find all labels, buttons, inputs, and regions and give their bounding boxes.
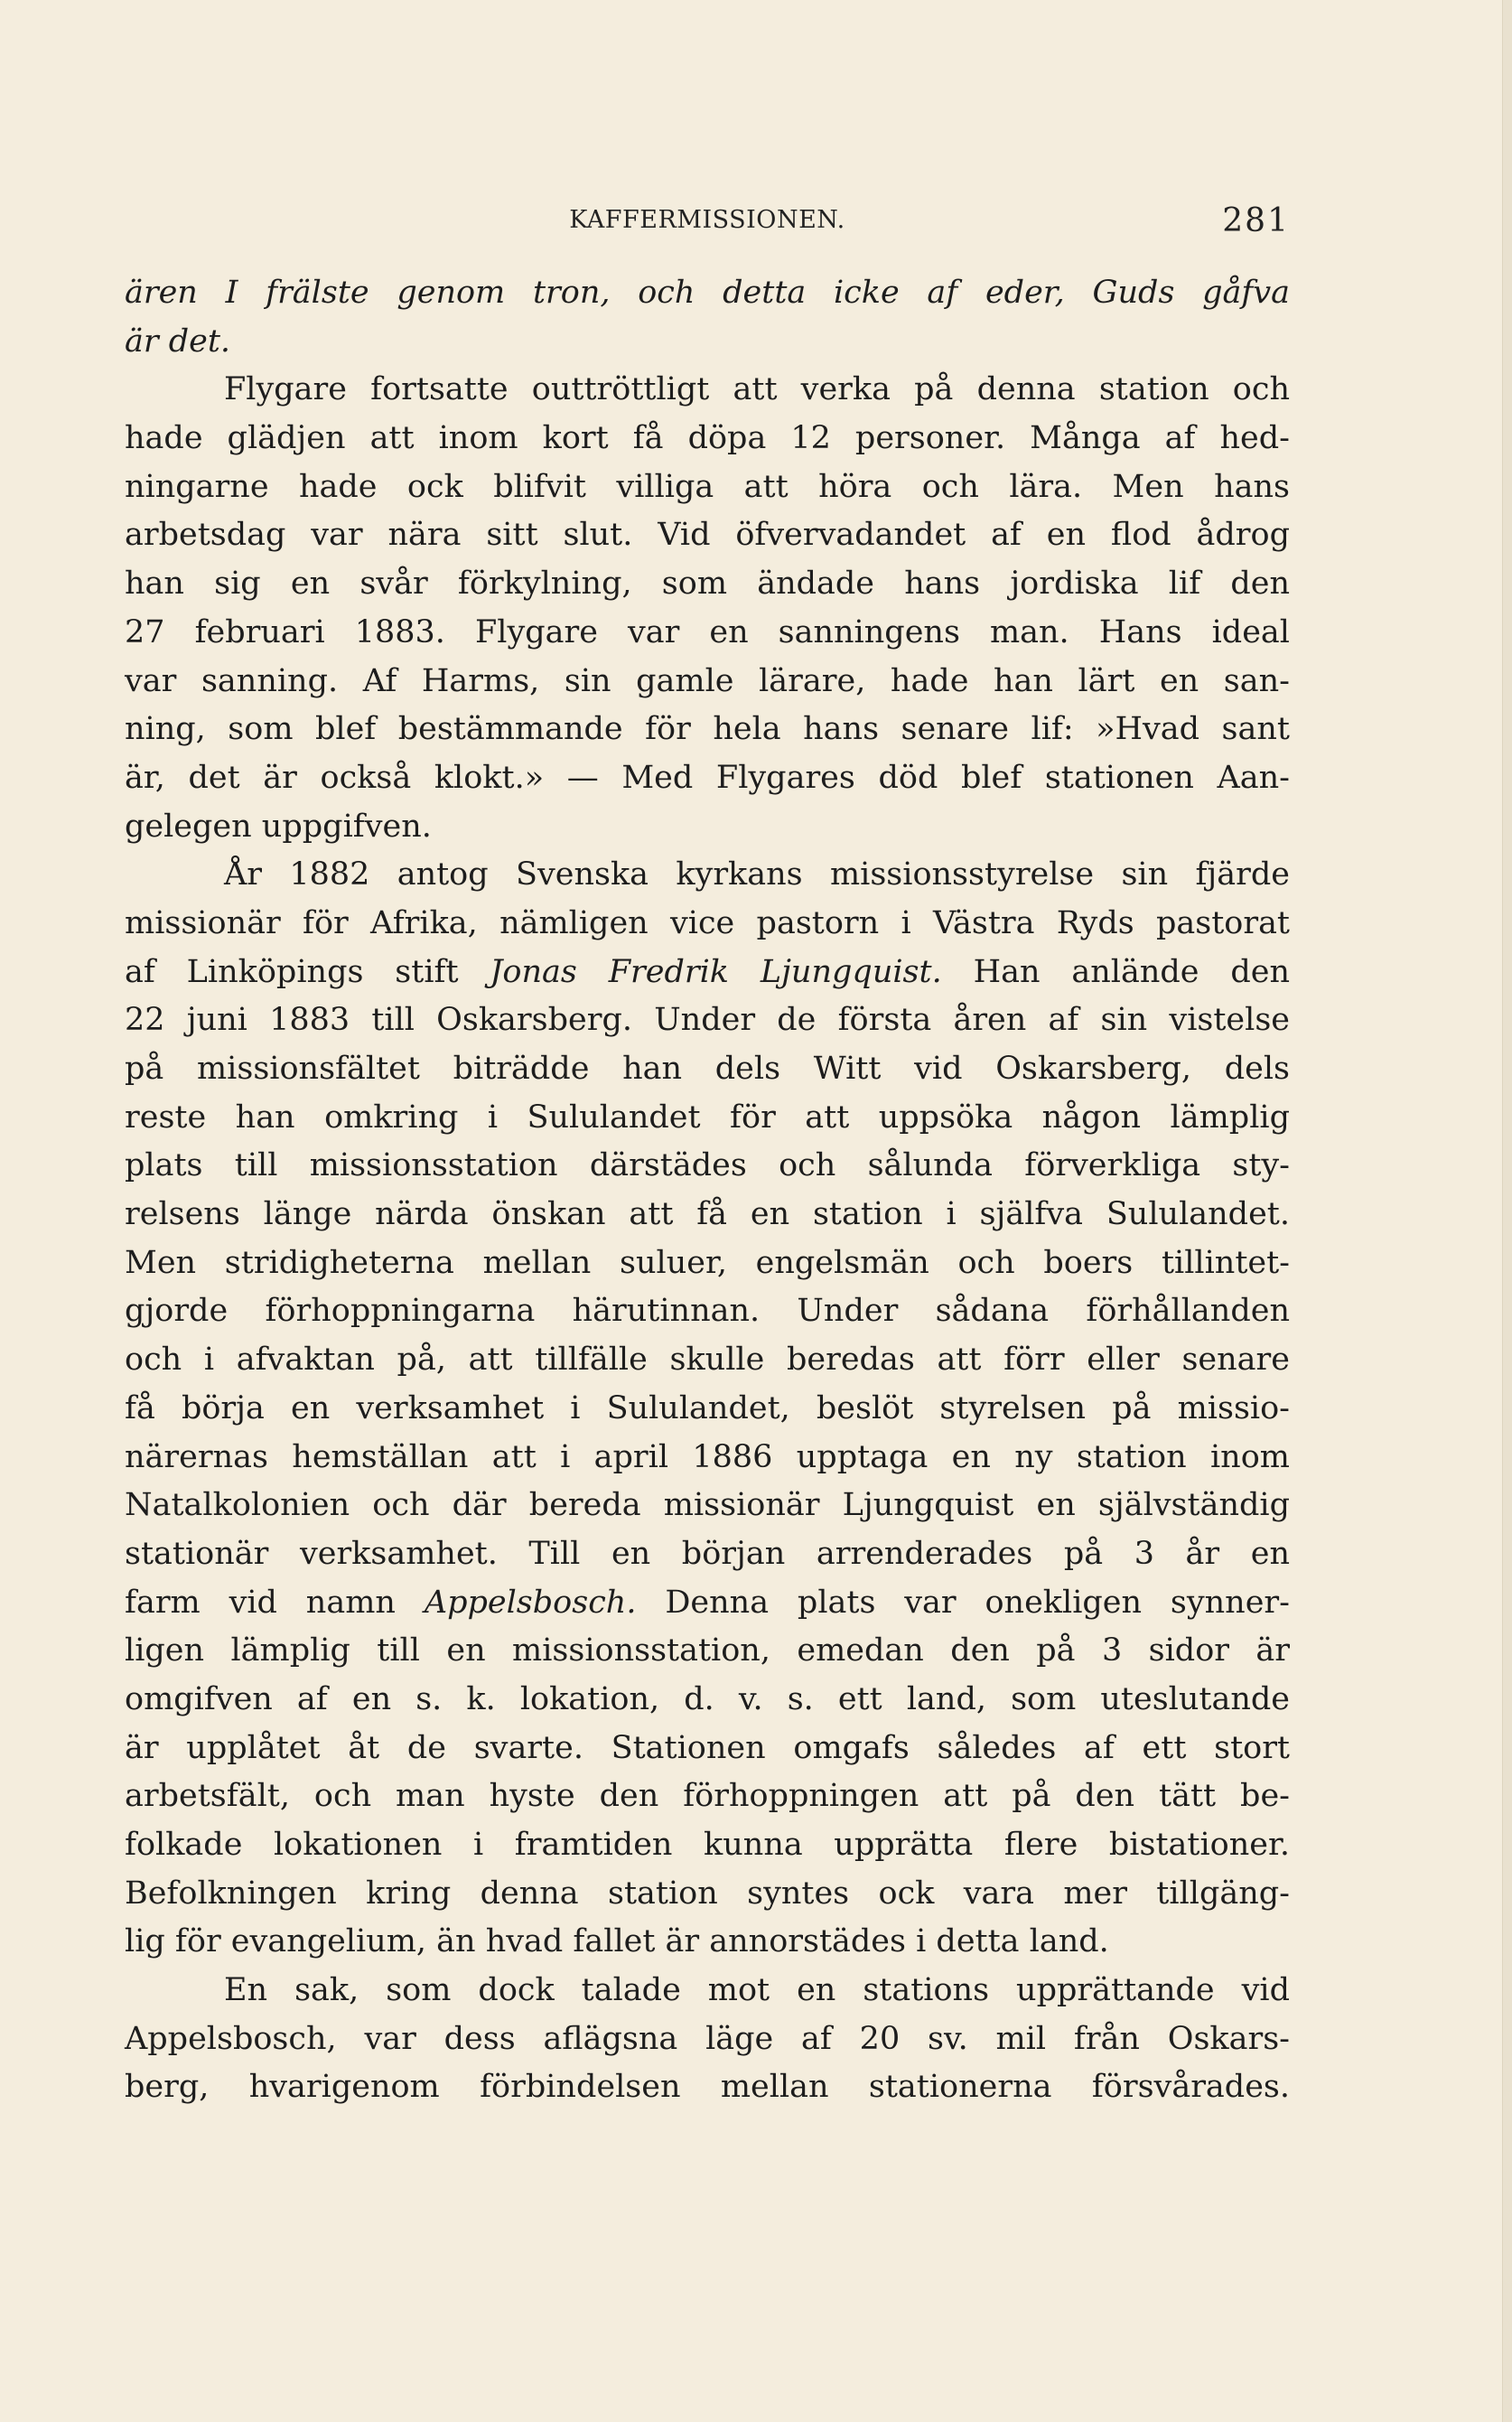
text-line [125,949,1290,997]
text-line [125,1579,1290,1628]
person-name: Jonas Fredrik Ljungquist. [490,953,942,990]
text-line: berg, hvarigenom förbindelsen mellan stationerna försvårades. [125,2069,1290,2106]
text-line: få börja en verksamhet i Sululandet, beslöt styrelsen på missio- [125,1389,1290,1426]
text-line: Men stridigheterna mellan suluer, engelsmän och boers tillintet- [125,1244,1290,1281]
text-line: reste han omkring i Sululandet för att uppsöka någon lämplig [125,1099,1290,1136]
text-line: ligen lämplig till en missionsstation, emedan den på 3 sidor är [125,1632,1290,1669]
text-line: År 1882 antog Svenska kyrkans missionsstyrelse sin fjärde [224,856,1290,893]
text-segment: Han anlände den [941,953,1290,990]
text-line: ning, som blef bestämmande för hela hans senare lif: »Hvad sant [125,711,1290,748]
text-line: och i afvaktan på, att tillfälle skulle beredas att förr eller senare [125,1342,1290,1379]
text-line: på missionsfältet biträdde han dels Witt vid Oskarsberg, dels [125,1051,1290,1087]
text-line: var sanning. Af Harms, sin gamle lärare, hade han lärt en san- [125,662,1290,699]
text-line: plats till missionsstation därstädes och sålunda förverkliga sty- [125,1147,1290,1184]
text-segment: Denna plats var onekligen synner- [636,1584,1290,1621]
text-line: En sak, som dock talade mot en stations upprättande vid [224,1972,1290,2009]
text-line: är upplåtet åt de svarte. Stationen omgafs således af ett stort [125,1729,1290,1766]
place-name: Appelsbosch. [424,1584,637,1621]
text-line: ären I frälste genom tron, och detta icke af eder, Guds gåfva [125,275,1290,311]
text-line: gjorde förhoppningarna härutinnan. Under sådana förhållanden [125,1293,1290,1330]
page-number: 281 [1222,202,1290,239]
text-line: han sig en svår förkylning, som ändade hans jordiska lif den [125,566,1290,603]
page-header [125,202,1290,251]
text-line: stationär verksamhet. Till en början arrenderades på 3 år en [125,1535,1290,1572]
text-line: arbetsdag var nära sitt slut. Vid öfvervadandet af en flod ådrog [125,517,1290,554]
text-segment: farm vid namn [125,1584,425,1621]
text-line: ningarne hade ock blifvit villiga att höra och lära. Men hans [125,468,1290,505]
text-line: missionär för Afrika, nämligen vice pastorn i Västra Ryds pastorat [125,904,1290,941]
text-line: Flygare fortsatte outtröttligt att verka på denna station och [224,371,1290,408]
text-line: omgifven af en s. k. lokation, d. v. s. ett land, som uteslutande [125,1680,1290,1717]
text-line: Befolkningen kring denna station syntes ock vara mer tillgäng- [125,1875,1290,1912]
text-line: relsens länge närda önskan att få en station i själfva Sululandet. [125,1196,1290,1233]
text-line: 27 februari 1883. Flygare var en sanningens man. Hans ideal [125,613,1290,650]
text-line: är det. [125,323,231,360]
text-line: arbetsfält, och man hyste den förhoppningen att på den tätt be- [125,1778,1290,1815]
text-line: lig för evangelium, än hvad fallet är annorstädes i detta land. [125,1923,1109,1960]
text-line: närernas hemställan att i april 1886 upptaga en ny station inom [125,1438,1290,1475]
text-segment: af Linköpings stift [125,953,490,990]
text-line: folkade lokationen i framtiden kunna upprätta flere bistationer. [125,1827,1290,1863]
text-line: 22 juni 1883 till Oskarsberg. Under de första åren af sin vistelse [125,1002,1290,1039]
text-line: Appelsbosch, var dess aflägsna läge af 20 sv. mil från Oskars- [125,2020,1290,2057]
text-line: är, det är också klokt.» — Med Flygares död blef stationen Aan- [125,759,1290,796]
text-line: Natalkolonien och där bereda missionär Ljungquist en självständig [125,1487,1290,1524]
running-head: KAFFERMISSIONEN. [569,206,845,234]
body-text [125,269,1290,2112]
text-line: hade glädjen att inom kort få döpa 12 personer. Många af hed- [125,420,1290,457]
text-line: gelegen uppgifven. [125,808,432,845]
